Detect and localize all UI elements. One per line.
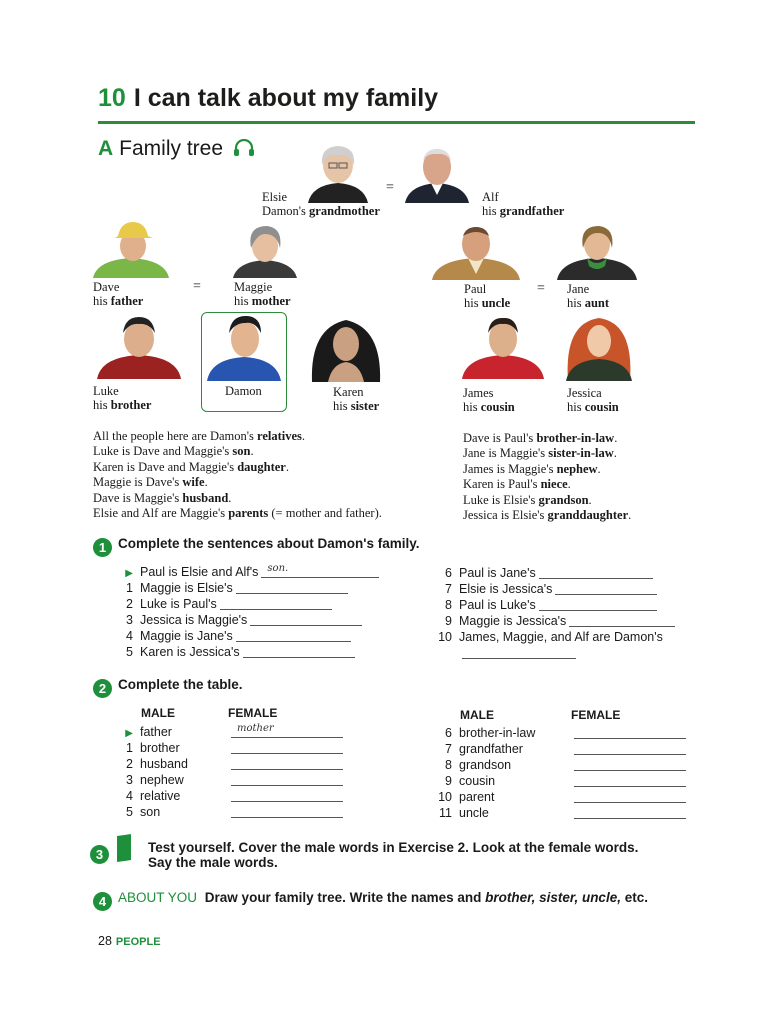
exercise2-heading [93, 677, 243, 698]
maggie-role-prefix: his [234, 294, 249, 308]
dave-name: Dave [93, 280, 120, 294]
answer-blank[interactable] [574, 774, 686, 787]
damon-portrait [207, 315, 281, 381]
title-rule [98, 121, 695, 124]
exercise4-italic: brother, sister, uncle, [485, 890, 621, 905]
exercise3-line2: Say the male words. [148, 855, 278, 870]
luke-role: brother [110, 398, 152, 412]
elsie-name: Elsie [262, 190, 287, 204]
dave-role: father [110, 294, 144, 308]
exercise1-item: 5 Karen is Jessica's [115, 645, 355, 660]
damon-name: Damon [225, 384, 262, 398]
exercise1-item: 3 Jessica is Maggie's [115, 613, 362, 628]
answer-blank[interactable] [231, 773, 343, 786]
paul-name: Paul [464, 282, 487, 296]
exercise2-row: 2 husband [115, 757, 343, 772]
exercise1-item: 9 Maggie is Jessica's [434, 614, 675, 629]
exercise2-row: 8 grandson [434, 758, 686, 773]
table-header-male: MALE [460, 708, 494, 722]
section-title-text: Family tree [119, 137, 224, 160]
exercise1-heading [93, 536, 420, 557]
answer-blank[interactable] [231, 741, 343, 754]
fact-line: James is Maggie's nephew. [463, 461, 601, 476]
caption-maggie [234, 280, 291, 308]
answer-blank[interactable] [574, 758, 686, 771]
caption-damon [225, 384, 262, 398]
answer-blank[interactable] [555, 582, 657, 595]
paul-portrait [432, 222, 520, 280]
alf-role: grandfather [499, 204, 565, 218]
exercise2-row: 7 grandfather [434, 742, 686, 757]
karen-role: sister [350, 399, 380, 413]
facts-right [463, 431, 631, 523]
answer-blank[interactable] [220, 597, 332, 610]
caption-dave [93, 280, 143, 308]
exercise2-row: 5 son [115, 805, 343, 820]
answer-blank[interactable] [539, 598, 657, 611]
exercise1-example: ▶ Paul is Elsie and Alf's son. [115, 565, 379, 581]
exercise1-item: 6 Paul is Jane's [434, 566, 653, 581]
exercise1-item: 1 Maggie is Elsie's [115, 581, 348, 596]
fact-line: Maggie is Dave's wife. [93, 475, 208, 490]
caption-luke [93, 384, 151, 412]
maggie-portrait [233, 222, 297, 278]
table-header-female: FEMALE [228, 706, 278, 720]
exercise2-instruction: Complete the table. [118, 677, 243, 692]
exercise2-row: 9 cousin [434, 774, 686, 789]
exercise1-item: 2 Luke is Paul's [115, 597, 332, 612]
section-title [98, 137, 255, 163]
alf-portrait [403, 145, 471, 203]
answer-blank[interactable] [243, 645, 355, 658]
jessica-role: cousin [584, 400, 619, 414]
jane-role-prefix: his [567, 296, 582, 310]
answer-blank[interactable] [236, 581, 348, 594]
answer-blank[interactable] [574, 806, 686, 819]
fact-line: Luke is Dave and Maggie's son. [93, 444, 254, 459]
table-header-female: FEMALE [571, 708, 621, 722]
unit-title [98, 84, 438, 113]
exercise1-item: 8 Paul is Luke's [434, 598, 657, 613]
equals-sign: = [193, 279, 201, 294]
james-role-prefix: his [463, 400, 478, 414]
exercise4-number: 4 [93, 892, 112, 911]
example-arrow-icon: ▶ [125, 728, 133, 739]
answer-blank[interactable] [261, 565, 379, 578]
exercise2-row: 3 nephew [115, 773, 343, 788]
answer-blank[interactable] [539, 566, 653, 579]
fact-line: Dave is Maggie's husband. [93, 490, 232, 505]
answer-blank[interactable] [574, 742, 686, 755]
exercise2-row: 1 brother [115, 741, 343, 756]
fact-line: Dave is Paul's brother-in-law. [463, 431, 618, 445]
elsie-role: grandmother [309, 204, 380, 218]
caption-paul [464, 282, 510, 310]
james-name: James [463, 386, 494, 400]
answer-blank[interactable] [574, 790, 686, 803]
luke-portrait [97, 315, 181, 379]
exercise4-text: Draw your family tree. Write the names and [204, 890, 482, 905]
page-footer [98, 934, 161, 948]
page-number: 28 [98, 934, 112, 948]
exercise2-row: 11 uncle [434, 806, 686, 821]
equals-sign: = [386, 180, 394, 195]
caption-alf [482, 190, 564, 218]
karen-name: Karen [333, 385, 364, 399]
exercise1-item: 7 Elsie is Jessica's [434, 582, 657, 597]
jessica-portrait [560, 315, 638, 381]
james-portrait [462, 315, 544, 379]
exercise3-line1: Test yourself. Cover the male words in Exercise 2. Look at the female words. [148, 840, 639, 855]
answer-blank[interactable] [569, 614, 675, 627]
jane-portrait [557, 222, 637, 280]
exercise3-number: 3 [90, 845, 109, 864]
fact-line: Jane is Maggie's sister-in-law. [463, 446, 617, 461]
answer-blank[interactable] [231, 789, 343, 802]
fact-line: All the people here are Damon's relatives. [93, 429, 306, 443]
fact-line: Karen is Paul's niece. [463, 477, 571, 492]
fact-line: Jessica is Elsie's granddaughter. [463, 508, 632, 523]
exercise1-item-10-blank-row [459, 646, 576, 661]
maggie-role: mother [251, 294, 291, 308]
exercise2-row: 4 relative [115, 789, 343, 804]
jane-role: aunt [584, 296, 610, 310]
exercise2-number: 2 [93, 679, 112, 698]
footer-section: PEOPLE [115, 936, 161, 948]
jessica-role-prefix: his [567, 400, 582, 414]
karen-portrait [308, 318, 384, 382]
answer-blank[interactable] [236, 629, 351, 642]
exercise1-item: 10 James, Maggie, and Alf are Damon's [438, 630, 663, 644]
answer-blank[interactable] [574, 726, 686, 739]
answer-blank[interactable] [250, 613, 362, 626]
fact-line: Karen is Dave and Maggie's daughter. [93, 459, 289, 474]
caption-jessica [567, 386, 619, 414]
caption-james [463, 386, 515, 414]
table-header-male: MALE [141, 706, 175, 720]
paul-role-prefix: his [464, 296, 479, 310]
alf-name: Alf [482, 190, 499, 204]
example-answer: son. [267, 563, 289, 574]
answer-blank[interactable] [462, 646, 576, 659]
alf-role-prefix: his [482, 204, 497, 218]
luke-name: Luke [93, 384, 119, 398]
luke-role-prefix: his [93, 398, 108, 412]
exercise1-instruction: Complete the sentences about Damon's family. [118, 536, 420, 551]
headphones-icon[interactable] [233, 139, 255, 163]
answer-blank[interactable] [231, 725, 343, 738]
example-arrow-icon: ▶ [125, 568, 133, 579]
elsie-role-prefix: Damon's [262, 204, 306, 218]
caption-elsie [262, 190, 380, 218]
fact-line: Luke is Elsie's grandson. [463, 492, 592, 507]
exercise2-row: 6 brother-in-law [434, 726, 686, 741]
exercise2-row: 10 parent [434, 790, 686, 805]
paul-role: uncle [481, 296, 511, 310]
equals-sign: = [537, 281, 545, 296]
exercise1-number: 1 [93, 538, 112, 557]
book-cover-icon [117, 834, 131, 862]
exercise1-item: 4 Maggie is Jane's [115, 629, 351, 644]
section-letter: A [98, 137, 114, 160]
unit-title-text: I can talk about my family [133, 84, 439, 112]
jane-name: Jane [567, 282, 590, 296]
dave-portrait [93, 222, 169, 278]
dave-role-prefix: his [93, 294, 108, 308]
unit-number: 10 [98, 84, 126, 112]
fact-line: Elsie and Alf are Maggie's parents (= mother and father). [93, 506, 382, 521]
karen-role-prefix: his [333, 399, 348, 413]
exercise4-end: etc. [624, 890, 648, 905]
jessica-name: Jessica [567, 386, 602, 400]
facts-left [93, 429, 382, 521]
exercise2-example: ▶ father mother [115, 725, 343, 741]
example-answer: mother [237, 723, 274, 734]
caption-karen [333, 385, 379, 413]
exercise3-heading [90, 835, 131, 864]
about-you-label: ABOUT YOU [118, 890, 198, 905]
exercise4-heading [93, 890, 648, 911]
answer-blank[interactable] [231, 805, 343, 818]
answer-blank[interactable] [231, 757, 343, 770]
maggie-name: Maggie [234, 280, 273, 294]
caption-jane [567, 282, 609, 310]
james-role: cousin [480, 400, 515, 414]
